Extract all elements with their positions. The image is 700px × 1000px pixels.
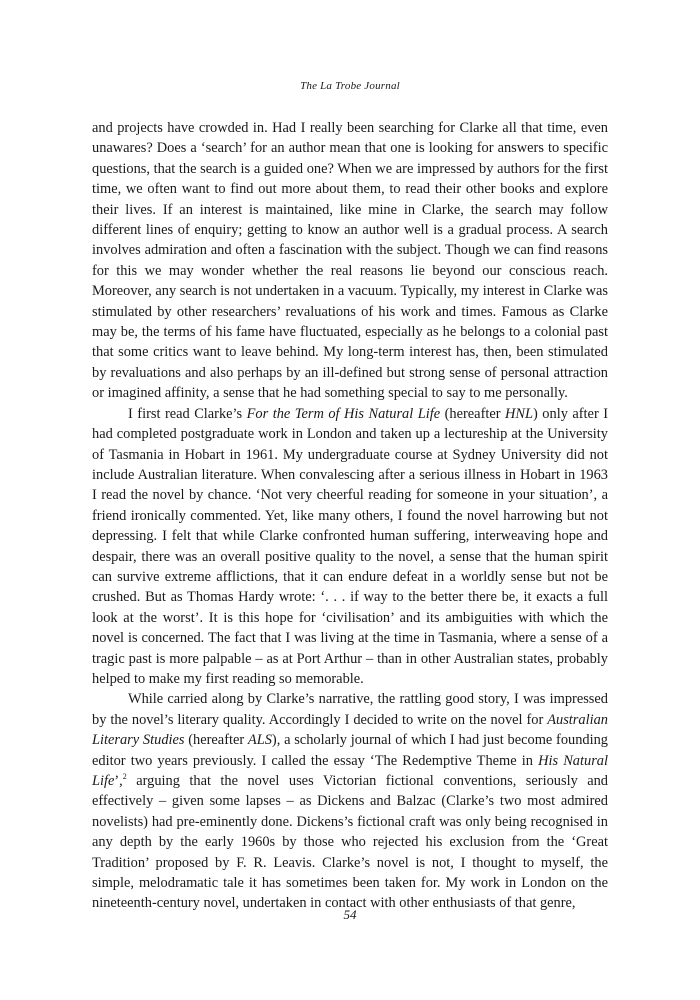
text-run: ) only after I had completed postgraduate work in London and taken up a lectureship at the University of Tasmania in Hobart in 1961. My undergraduate course at Sydney University did not include Australian literature. When convalescing after a serious illness in Hobart in 1963 I read the novel by chance. ‘Not very cheerful reading for someone in your situation’, a friend ironically commented. Yet, like many others, I found the novel harrowing but not depressing. I felt that while Clarke confronted human suffering, interweaving hope and despair, there was an overall positive quality to the novel, a sense that the human spirit can survive extreme afflictions, that it can endure defeat in a worldly sense but not be crushed. But as Thomas Hardy wrote: ‘. . . if way to the better there be, it exacts a full look at the worst’. It is this hope for ‘civilisation’ and its ambiguities with which the novel is concerned. The fact that I was living at the time in Tasmania, where a sense of a tragic past is more palpable – as at Port Arthur – than in other Australian states, probably helped to make my first reading so memorable. — [92, 405, 609, 687]
text-run: and projects have crowded in. Had I really been searching for Clarke all that time, even unawares? Does a ‘search’ for an author mean that one is looking for answers to specific questions, that the search is a guided one? When we are impressed by authors for the first time, we often want to find out more about them, to read their other books and explore their lives. If an interest is maintained, like mine in Clarke, the search may follow different lines of enquiry; getting to know an author well is a gradual process. A search involves admiration and often a fascination with the subject. Though we can find reasons for this we may wonder whether the real reasons lie beyond our conscious reach. Moreover, any search is not undertaken in a vacuum. Typically, my interest in Clarke was stimulated by other researchers’ revaluations of his work and times. Famous as Clarke may be, the terms of his fame have fluctuated, especially as he belongs to a colonial past that some critics want to leave behind. My long-term interest has, then, been stimulated by revaluations and also perhaps by an ill-defined but strong sense of personal attraction or imagined affinity, a sense that he had something special to say to me personally. — [92, 120, 608, 402]
article-body — [92, 118, 608, 914]
paragraph-1 — [92, 118, 608, 404]
text-run: While carried along by Clarke’s narrative, the rattling good story, I was impressed by the novel’s literary quality. Accordingly I decided to write on the novel for — [92, 691, 608, 728]
text-run: ), a scholarly journal of which I had just become founding editor two years previously. I called the essay ‘The Redemptive Theme in — [92, 732, 608, 769]
text-run: I first read Clarke’s — [128, 405, 247, 422]
text-run: (hereafter — [184, 732, 248, 749]
italic-title: ALS — [247, 732, 272, 749]
page-number: 54 — [343, 907, 357, 922]
paragraph-2 — [92, 404, 608, 690]
text-run: (hereafter — [440, 405, 506, 422]
running-head: The La Trobe Journal — [300, 80, 400, 92]
text-run: arguing that the novel uses Victorian fictional conventions, seriously and effectively – given some lapses – as Dickens and Balzac (Clarke’s two most admired novelists) had pre-eminently done. Dickens’s fictional craft was only being recognised in any depth by the early 1960s by those who rejected his exclusion from the ‘Great Tradition’ proposed by F. R. Leavis. Clarke’s novel is not, I thought to myself, the simple, melodramatic tale it has sometimes been taken for. My work in London on the nineteenth-century novel, undertaken in contact with other enthusiasts of that genre, — [92, 773, 608, 912]
paragraph-3 — [92, 689, 608, 913]
italic-title: Australian Literary Studies — [92, 711, 608, 749]
italic-title: HNL — [505, 405, 534, 422]
italic-title: His Natural Life — [92, 752, 608, 789]
italic-title: For the Term of His Natural Life — [246, 405, 441, 422]
footnote-marker: 2 — [122, 772, 127, 782]
text-run: ’, — [114, 773, 123, 789]
